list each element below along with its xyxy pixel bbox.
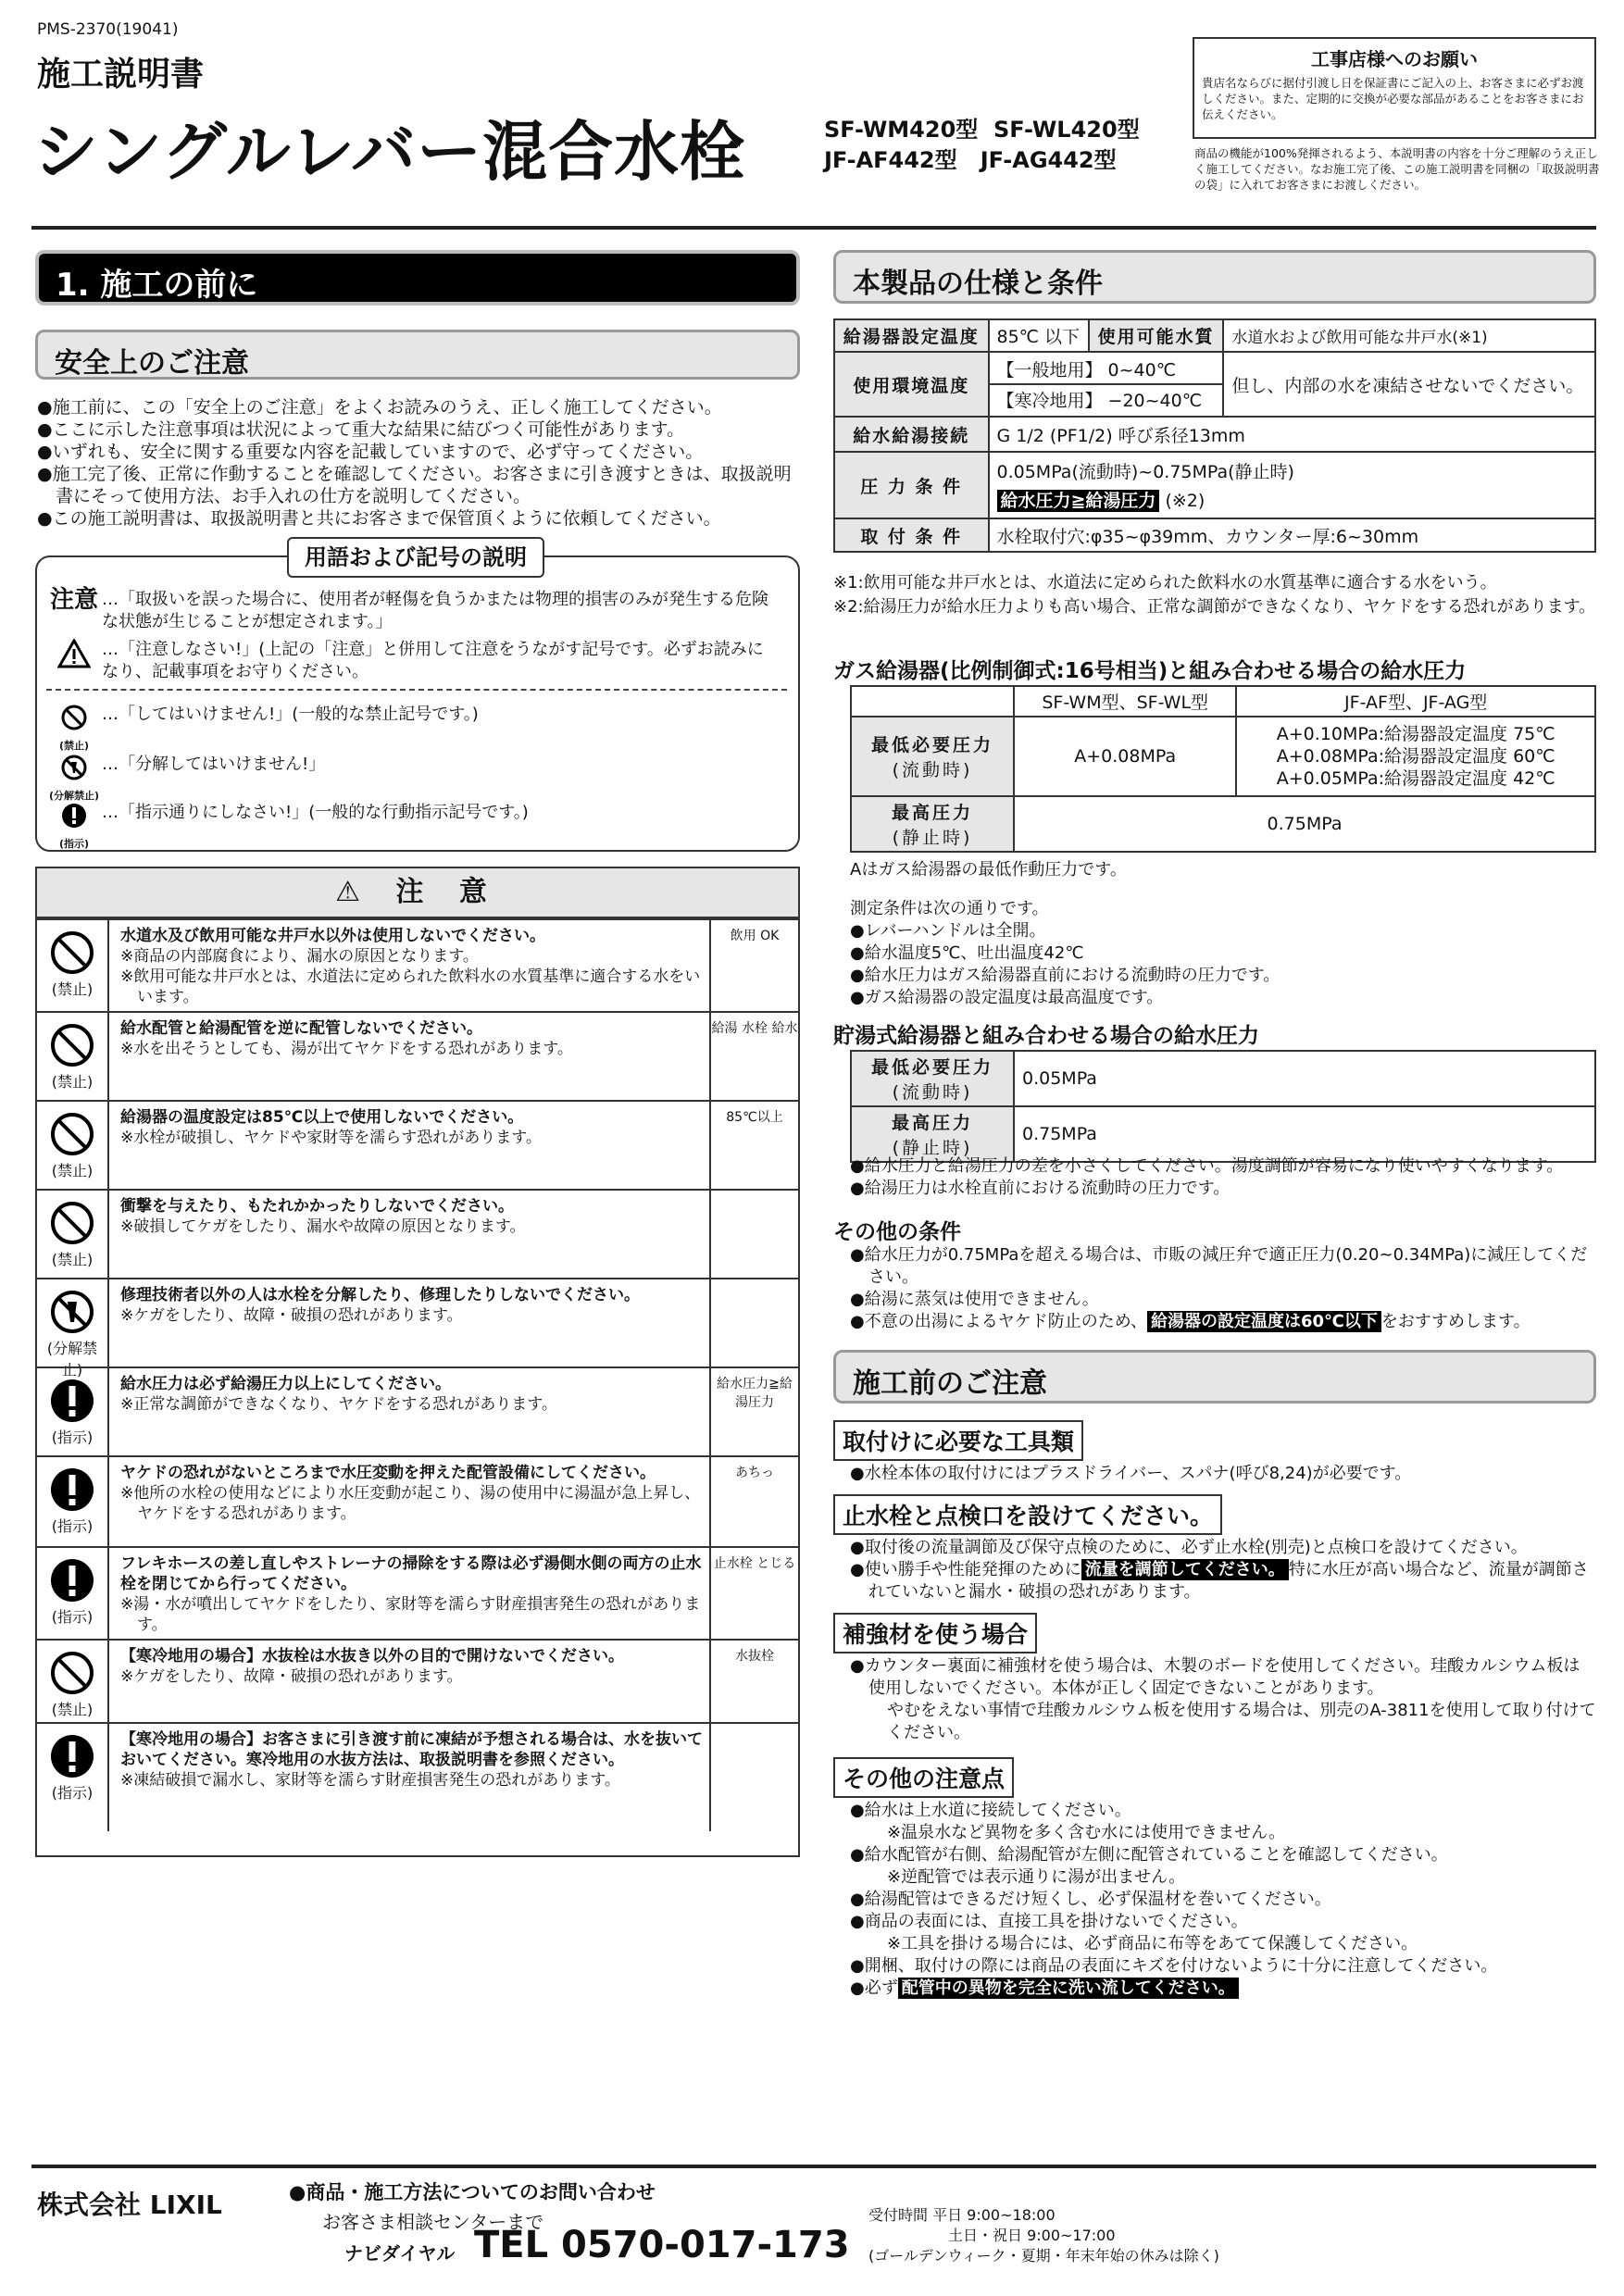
- spec-title: 本製品の仕様と条件: [833, 250, 1596, 304]
- spec-table: [833, 318, 1596, 553]
- spec-header: 給水給湯接続: [834, 417, 989, 452]
- company-name: 株式会社 LIXIL: [37, 2190, 222, 2220]
- spec-header: 取 付 条 件: [834, 518, 989, 552]
- row-header: 最高圧力 (静止時): [851, 796, 1014, 852]
- misc-list: [850, 1800, 1596, 2000]
- caution-text: 給水圧力は必ず給湯圧力以上にしてください。: [120, 1375, 451, 1393]
- caution-illustration: [709, 1548, 798, 1639]
- navi-dial-label: ナビダイヤル: [344, 2242, 456, 2265]
- spec-value: 【一般地用】 0~40℃ 【寒冷地用】 −20~40℃: [989, 352, 1224, 417]
- caution-text: フレキホースの差し直しやストレーナの掃除をする際は必ず湯側水側の両方の止水栓を閉じてから行ってください。: [120, 1554, 702, 1593]
- caution-symbol-label: (禁止): [51, 1701, 94, 1718]
- caution-symbol-label: (指示): [51, 1517, 94, 1535]
- spec-header: 使用可能水質: [1089, 319, 1223, 352]
- row-header: 最低必要圧力 (流動時): [851, 717, 1014, 796]
- safety-intro-list: [37, 396, 806, 530]
- model-name: JF-AF442型: [824, 147, 957, 173]
- list-item: ● 給水温度5℃、吐出温度42℃: [850, 942, 1596, 965]
- phone-number: TEL 0570-017-173: [474, 2224, 850, 2266]
- caution-symbol: [37, 1279, 109, 1379]
- list-item: ● 施工前に、この「安全上のご注意」をよくお読みのうえ、正しく施工してください。: [37, 396, 806, 418]
- illustration-label: あちっ: [735, 1466, 774, 1480]
- list-item: ● ガス給湯器の設定温度は最高温度です。: [850, 987, 1596, 1009]
- installer-request-note: 商品の機能が100%発揮されるよう、本説明書の内容を十分ご理解のうえ正しく施工してください。なお施工完了後、この施工説明書を同梱の「取扱説明書の袋」に入れてお客さまにお渡しください。: [1194, 146, 1600, 192]
- prohibit-icon: [49, 930, 95, 976]
- caution-row: [37, 1278, 798, 1379]
- tank-title: 貯湯式給湯器と組み合わせる場合の給水圧力: [833, 1024, 1259, 1048]
- illustration-label: 止水栓 とじる: [713, 1556, 796, 1571]
- caution-row: [37, 1722, 798, 1831]
- list-item: ● 施工完了後、正常に作動することを確認してください。お客さまに引き渡すときは、取扱説明書にそって使用方法、お手入れの仕方を説明してください。: [37, 463, 806, 507]
- caution-symbol: [37, 1724, 109, 1831]
- caution-body: [120, 1374, 704, 1415]
- list-item: ● 給湯配管はできるだけ短くし、必ず保温材を巻いてください。: [850, 1889, 1596, 1911]
- list-item: ● 給水は上水道に接続してください。 ※温泉水など異物を多く含む水には使用できません。: [850, 1800, 1596, 1844]
- caution-row: [37, 1639, 798, 1722]
- illustration-label: 85℃以上: [726, 1110, 783, 1125]
- caution-table: [35, 867, 800, 1857]
- spec-value: 85℃ 以下: [989, 319, 1090, 352]
- caution-note: ※凍結破損で漏水し、家財等を濡らす財産損害発生の恐れがあります。: [120, 1771, 620, 1790]
- caution-note: ※水栓が破損し、ヤケドや家財等を濡らす恐れがあります。: [120, 1129, 542, 1147]
- valve-list: [850, 1537, 1596, 1603]
- caution-note: ※飲用可能な井戸水とは、水道法に定められた飲料水の水質基準に適合する水をいいます。: [120, 967, 701, 1006]
- instruct-icon: [49, 1557, 95, 1603]
- caution-body: [120, 1196, 704, 1237]
- no-disassemble-icon: (分解禁止): [46, 754, 102, 807]
- header-divider: [31, 226, 1596, 230]
- caution-symbol-label: (禁止): [51, 1251, 94, 1268]
- caution-body: [120, 926, 704, 1007]
- business-hours: 受付時間 平日 9:00~18:00 土日・祝日 9:00~17:00 (ゴールデンウィーク・夏期・年末年始の休みは除く): [868, 2206, 1219, 2265]
- caution-symbol-label: (分解禁止): [46, 1340, 98, 1379]
- table-cell: A+0.08MPa: [1014, 717, 1236, 796]
- caution-body: [120, 1018, 704, 1059]
- caution-illustration: [709, 1457, 798, 1546]
- table-cell: A+0.10MPa:給湯器設定温度 75℃ A+0.08MPa:給湯器設定温度 60℃ A+0.05MPa:給湯器設定温度 42℃: [1236, 717, 1595, 796]
- caution-text: 給水配管と給湯配管を逆に配管しないでください。: [120, 1019, 482, 1038]
- list-item: ● レバーハンドルは全開。: [850, 920, 1596, 942]
- row-header: 最低必要圧力 (流動時): [851, 1051, 1014, 1106]
- caution-symbol-label: (禁止): [51, 980, 94, 998]
- caution-symbol-label: (指示): [51, 1429, 94, 1446]
- model-list: [824, 115, 1139, 176]
- spec-value: 水道水および飲用可能な井戸水(※1): [1223, 319, 1595, 352]
- caution-body: [120, 1285, 704, 1326]
- caution-symbol-label: (禁止): [51, 1162, 94, 1179]
- prohibit-icon: [49, 1650, 95, 1696]
- gas-note: Aはガス給湯器の最低作動圧力です。: [850, 860, 1127, 880]
- installer-request-box: [1193, 37, 1596, 139]
- caution-illustration: [709, 1013, 798, 1100]
- section1-title: 1. 施工の前に: [35, 250, 800, 306]
- reinforcement-title: 補強材を使う場合: [833, 1613, 1037, 1653]
- instruct-icon: (指示): [46, 802, 102, 855]
- term-prohibit: (禁止) …「してはいけません!」(一般的な禁止記号です。): [46, 704, 778, 757]
- contact-heading: ●商品・施工方法についてのお問い合わせ: [289, 2181, 656, 2203]
- caution-symbol: [37, 1102, 109, 1189]
- caution-illustration: [709, 1102, 798, 1189]
- caution-body: [120, 1646, 704, 1687]
- caution-symbol-label: (指示): [51, 1784, 94, 1802]
- caution-note: ※ケガをしたり、故障・破損の恐れがあります。: [120, 1306, 463, 1325]
- model-name: SF-WM420型: [824, 117, 979, 143]
- caution-symbol: [37, 920, 109, 1011]
- caution-label: 注意: [49, 586, 98, 614]
- misc-title: その他の注意点: [833, 1757, 1014, 1798]
- prohibit-icon: (禁止): [46, 704, 102, 757]
- spec-header: 給湯器設定温度: [834, 319, 989, 352]
- caution-note: ※他所の水栓の使用などにより水圧変動が起こり、湯の使用中に湯温が急上昇し、ヤケドをする恐れがあります。: [120, 1484, 701, 1523]
- list-item: ● 商品の表面には、直接工具を掛けないでください。 ※工具を掛ける場合には、必ず商品に布等をあてて保護してください。: [850, 1911, 1596, 1955]
- warning-triangle-icon: [46, 639, 102, 672]
- list-item: ● 給湯圧力は水栓直前における流動時の圧力です。: [850, 1178, 1596, 1200]
- caution-row: [37, 1546, 798, 1639]
- caution-illustration: [709, 1191, 798, 1278]
- caution-text: 【寒冷地用の場合】水抜栓は水抜き以外の目的で開けないでください。: [120, 1647, 624, 1666]
- caution-illustration: [709, 1724, 798, 1831]
- table-cell: 0.75MPa: [1014, 1106, 1595, 1162]
- no-disassemble-icon: [49, 1289, 95, 1335]
- list-item: ● 必ず 配管中の異物を完全に洗い流してください。: [850, 1978, 1596, 2000]
- installer-request-title: 工事店様へのお願い: [1311, 48, 1478, 70]
- term-caution: 注意 …「取扱いを誤った場合に、使用者が軽傷を負うかまたは物理的損害のみが発生する危険な状態が生じることが想定されます。」: [46, 589, 778, 633]
- caution-text: 給湯器の温度設定は85℃以上で使用しないでください。: [120, 1108, 524, 1127]
- caution-illustration: [709, 920, 798, 1011]
- caution-text: 衝撃を与えたり、もたれかかったりしないでください。: [120, 1197, 514, 1216]
- list-item: ● この施工説明書は、取扱説明書と共にお客さまで保管頂くように依頼してください。: [37, 507, 806, 530]
- column-header: SF-WM型、SF-WL型: [1014, 686, 1236, 717]
- caution-text: 修理技術者以外の人は水栓を分解したり、修理したりしないでください。: [120, 1286, 640, 1304]
- contact-center: お客さま相談センターまで: [322, 2211, 544, 2233]
- list-item: ● 給水圧力はガス給湯器直前における流動時の圧力です。: [850, 965, 1596, 987]
- caution-note: ※水を出そうとしても、湯が出てヤケドをする恐れがあります。: [120, 1040, 573, 1058]
- prohibit-icon: [49, 1111, 95, 1157]
- term-triangle: …「注意しなさい!」(上記の「注意」と併用して注意をうながす記号です。必ずお読みになり、記載事項をお守りください。: [46, 639, 778, 683]
- spec-value: G 1/2 (PF1/2) 呼び系径13mm: [989, 417, 1596, 452]
- list-item: ● カウンター裏面に補強材を使う場合は、木製のボードを使用してください。珪酸カルシウム板は使用しないでください。本体が正しく固定できないことがあります。 やむをえない事情で珪酸カルシウム板を使用する場合は、別売のA-3811を使用して取り付けてください。: [850, 1655, 1596, 1744]
- illustration-label: 水抜栓: [735, 1649, 774, 1664]
- gas-pressure-table: [850, 685, 1596, 853]
- tools-title: 取付けに必要な工具類: [833, 1420, 1083, 1461]
- caution-body: [120, 1463, 704, 1524]
- model-name: SF-WL420型: [993, 117, 1140, 143]
- caution-symbol-label: (指示): [51, 1608, 94, 1626]
- caution-row: [37, 918, 798, 1011]
- document-subtitle: 施工説明書: [37, 56, 205, 94]
- caution-symbol: [37, 1368, 109, 1455]
- table-cell: 0.05MPa: [1014, 1051, 1595, 1106]
- list-item: ● 取付後の流量調節及び保守点検のために、必ず止水栓(別売)と点検口を設けてください。: [850, 1537, 1596, 1559]
- term-instruct: (指示) …「指示通りにしなさい!」(一般的な行動指示記号です。): [46, 802, 778, 855]
- valve-title: 止水栓と点検口を設けてください。: [833, 1494, 1222, 1535]
- caution-symbol: [37, 1641, 109, 1722]
- caution-row: [37, 1189, 798, 1278]
- spec-footnote: ※1:飲用可能な井戸水とは、水道法に定められた飲料水の水質基準に適合する水をいう。: [833, 573, 1497, 593]
- caution-note: ※破損してケガをしたり、漏水や故障の原因となります。: [120, 1217, 526, 1236]
- measure-conditions-list: [850, 920, 1596, 1009]
- other-conditions-title: その他の条件: [833, 1220, 961, 1244]
- illustration-label: 飲用 OK: [730, 929, 780, 943]
- spec-value: 0.05MPa(流動時)~0.75MPa(静止時) 給水圧力≧給湯圧力 (※2): [989, 452, 1596, 518]
- terms-box: [35, 555, 800, 852]
- caution-note: ※商品の内部腐食により、漏水の原因となります。: [120, 947, 479, 966]
- term-no-disassemble: (分解禁止) …「分解してはいけません!」: [46, 754, 778, 807]
- caution-symbol: [37, 1013, 109, 1100]
- row-header: 最高圧力 (静止時): [851, 1106, 1014, 1162]
- illustration-label: 給水圧力≧給湯圧力: [717, 1377, 793, 1410]
- list-item: ● 給水配管が右側、給湯配管が左側に配管されていることを確認してください。 ※逆配管では表示通りに湯が出ません。: [850, 1844, 1596, 1889]
- safety-title: 安全上のご注意: [35, 330, 800, 380]
- model-name: JF-AG442型: [980, 147, 1117, 173]
- list-item: ● 不意の出湯によるヤケド防止のため、 給湯器の設定温度は60℃以下 をおすすめします。: [850, 1311, 1596, 1333]
- list-item: ● 使い勝手や性能発揮のために 流量を調節してください。 特に水圧が高い場合など、流量が調節されていないと漏水・破損の恐れがあります。: [850, 1559, 1596, 1603]
- spec-note: 但し、内部の水を凍結させないでください。: [1223, 352, 1595, 417]
- spec-header: 圧 力 条 件: [834, 452, 989, 518]
- caution-symbol-label: (禁止): [51, 1073, 94, 1091]
- instruct-icon: [49, 1733, 95, 1779]
- list-item: ● 開梱、取付けの際には商品の表面にキズを付けないように十分に注意してください。: [850, 1955, 1596, 1978]
- instruct-icon: [49, 1466, 95, 1513]
- list-item: ● 給水圧力が0.75MPaを超える場合は、市販の減圧弁で適正圧力(0.20~0.34MPa)に減圧してください。: [850, 1244, 1596, 1289]
- instruct-icon: [49, 1378, 95, 1424]
- caution-text: 水道水及び飲用可能な井戸水以外は使用しないでください。: [120, 927, 545, 945]
- caution-header: ⚠ 注 意: [37, 868, 798, 918]
- tank-notes: [850, 1155, 1596, 1200]
- pre-install-title: 施工前のご注意: [833, 1350, 1596, 1404]
- caution-text: ヤケドの恐れがないところまで水圧変動を押えた配管設備にしてください。: [120, 1464, 656, 1482]
- caution-body: [120, 1107, 704, 1148]
- document-number: PMS-2370(19041): [37, 20, 179, 39]
- installer-request-text: 貴店名ならびに据付引渡し日を保証書にご記入の上、お客さまに必ずお渡しください。また、定期的に交換が必要な部品があることをお客さまにお伝えください。: [1202, 76, 1584, 121]
- measure-conditions-title: 測定条件は次の通りです。: [850, 899, 1049, 918]
- page-title: シングルレバー混合水栓: [33, 114, 746, 190]
- caution-row: [37, 1455, 798, 1546]
- prohibit-icon: [49, 1022, 95, 1068]
- caution-body: [120, 1729, 704, 1791]
- caution-illustration: [709, 1641, 798, 1722]
- list-item: ● 水栓本体の取付けにはプラスドライバー、スパナ(呼び8,24)が必要です。: [850, 1463, 1596, 1485]
- list-item: ● 給水圧力と給湯圧力の差を小さくしてください。湯度調節が容易になり使いやすくなります。: [850, 1155, 1596, 1178]
- footer-divider: [31, 2165, 1596, 2168]
- caution-row: [37, 1011, 798, 1100]
- caution-row: [37, 1100, 798, 1189]
- caution-symbol: [37, 1457, 109, 1546]
- column-header: JF-AF型、JF-AG型: [1236, 686, 1595, 717]
- terms-divider: [46, 689, 787, 691]
- gas-title: ガス給湯器(比例制御式:16号相当)と組み合わせる場合の給水圧力: [833, 659, 1467, 683]
- other-conditions-list: [850, 1244, 1596, 1333]
- caution-note: ※ケガをしたり、故障・破損の恐れがあります。: [120, 1667, 463, 1686]
- list-item: ● いずれも、安全に関する重要な内容を記載していますので、必ず守ってください。: [37, 441, 806, 463]
- caution-text: 【寒冷地用の場合】お客さまに引き渡す前に凍結が予想される場合は、水を抜いておいてください。寒冷地用の水抜方法は、取扱説明書を参照ください。: [120, 1730, 703, 1769]
- caution-note: ※正常な調節ができなくなり、ヤケドをする恐れがあります。: [120, 1395, 557, 1414]
- caution-body: [120, 1554, 704, 1635]
- list-item: ● ここに示した注意事項は状況によって重大な結果に結びつく可能性があります。: [37, 418, 806, 441]
- illustration-label: 給湯 水栓 給水: [711, 1021, 798, 1036]
- list-item: ● 給湯に蒸気は使用できません。: [850, 1289, 1596, 1311]
- spec-value: 水栓取付穴:φ35~φ39mm、カウンター厚:6~30mm: [989, 518, 1596, 552]
- tank-pressure-table: [850, 1050, 1596, 1163]
- caution-illustration: [709, 1279, 798, 1366]
- table-cell: 0.75MPa: [1014, 796, 1595, 852]
- caution-illustration: [709, 1368, 798, 1455]
- tools-list: [850, 1463, 1596, 1485]
- spec-header: 使用環境温度: [834, 352, 989, 417]
- caution-symbol: [37, 1191, 109, 1278]
- terms-title: 用語および記号の説明: [287, 537, 544, 578]
- prohibit-icon: [49, 1200, 95, 1246]
- caution-row: [37, 1366, 798, 1455]
- caution-symbol: [37, 1548, 109, 1639]
- caution-note: ※湯・水が噴出してヤケドをしたり、家財等を濡らす財産損害発生の恐れがあります。: [120, 1595, 701, 1634]
- reinforcement-list: [850, 1655, 1596, 1744]
- spec-footnote: ※2:給湯圧力が給水圧力よりも高い場合、正常な調節ができなくなり、ヤケドをする恐れがあります。: [833, 597, 1596, 617]
